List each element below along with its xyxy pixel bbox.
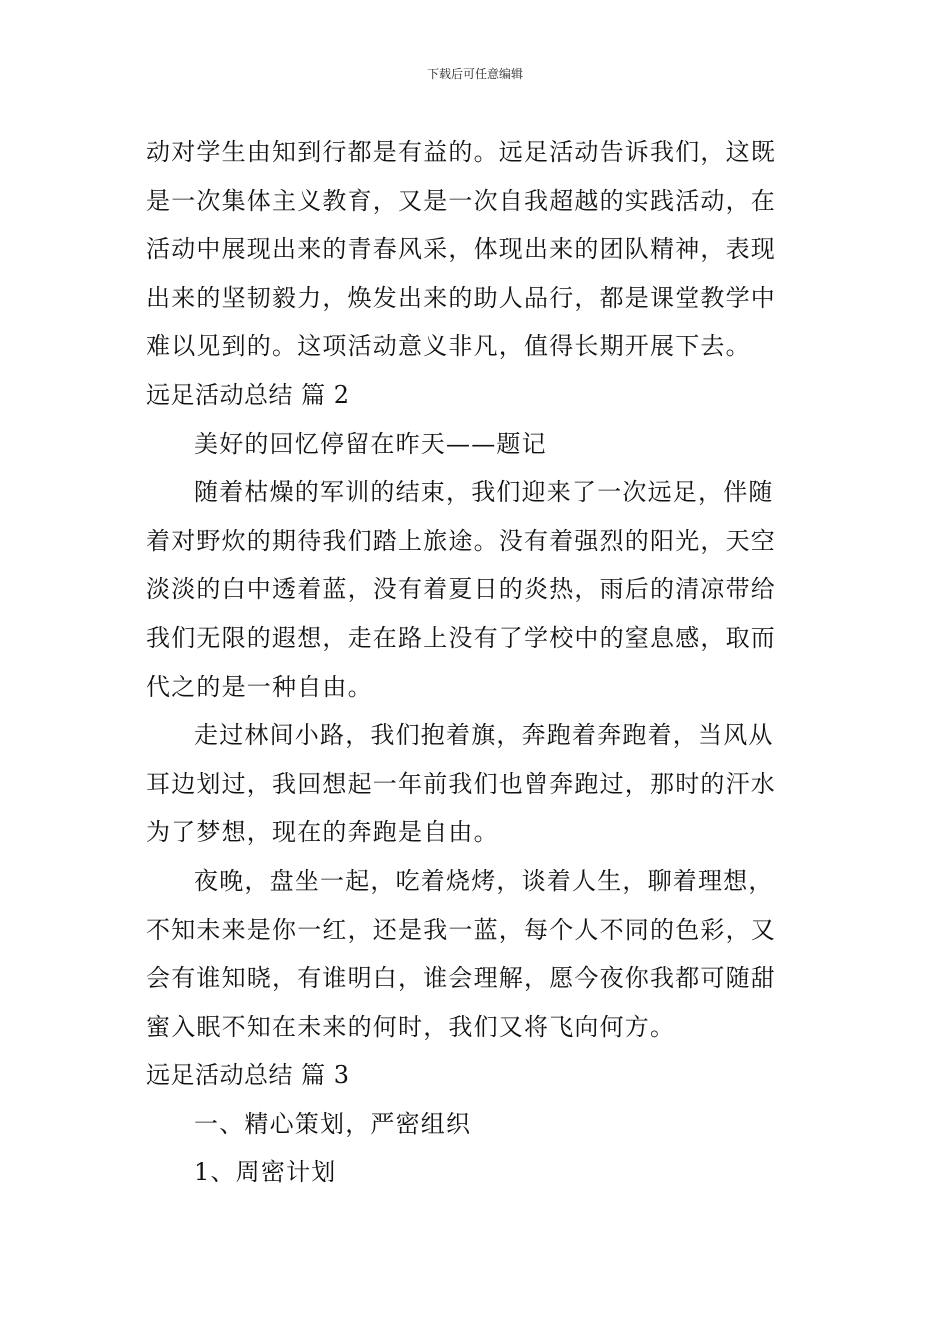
text-line: 美好的回忆停留在昨天——题记 <box>194 429 547 458</box>
document-body <box>146 128 810 1197</box>
text-line: 代之的是一种自由。 <box>146 672 373 701</box>
section-heading: 远足活动总结 篇 2 <box>146 380 350 409</box>
text-line: 夜晚，盘坐一起，吃着烧烤，谈着人生，聊着理想， <box>194 866 774 895</box>
text-line: 一、精心策划，严密组织 <box>194 1109 472 1138</box>
text-line: 难以见到的。这项活动意义非凡，值得长期开展下去。 <box>146 332 751 361</box>
text-line: 随着枯燥的军训的结束，我们迎来了一次远足，伴随 <box>194 478 774 507</box>
text-line: 不知未来是你一红，还是我一蓝，每个人不同的色彩，又 <box>146 915 776 944</box>
text-line: 我们无限的遐想，走在路上没有了学校中的窒息感，取而 <box>146 623 776 652</box>
text-line: 蜜入眠不知在未来的何时，我们又将飞向何方。 <box>146 1012 676 1041</box>
text-line: 耳边划过，我回想起一年前我们也曾奔跑过，那时的汗水 <box>146 769 776 798</box>
text-line: 走过林间小路，我们抱着旗，奔跑着奔跑着，当风从 <box>194 721 774 750</box>
text-line: 动对学生由知到行都是有益的。远足活动告诉我们，这既 <box>146 138 776 166</box>
text-line: 1、周密计划 <box>194 1158 337 1187</box>
text-line: 会有谁知晓，有谁明白，谁会理解，愿今夜你我都可随甜 <box>146 964 776 993</box>
text-line: 是一次集体主义教育，又是一次自我超越的实践活动，在 <box>146 186 776 215</box>
section-heading: 远足活动总结 篇 3 <box>146 1061 350 1090</box>
text-line: 着对野炊的期待我们踏上旅途。没有着强烈的阳光，天空 <box>146 526 776 555</box>
text-line: 出来的坚韧毅力，焕发出来的助人品行，都是课堂教学中 <box>146 283 776 312</box>
page-header: 下载后可任意编辑 <box>426 67 523 81</box>
text-line: 为了梦想，现在的奔跑是自由。 <box>146 818 499 847</box>
text-line: 活动中展现出来的青春风采，体现出来的团队精神，表现 <box>146 235 776 264</box>
text-line: 淡淡的白中透着蓝，没有着夏日的炎热，雨后的清凉带给 <box>146 575 776 604</box>
